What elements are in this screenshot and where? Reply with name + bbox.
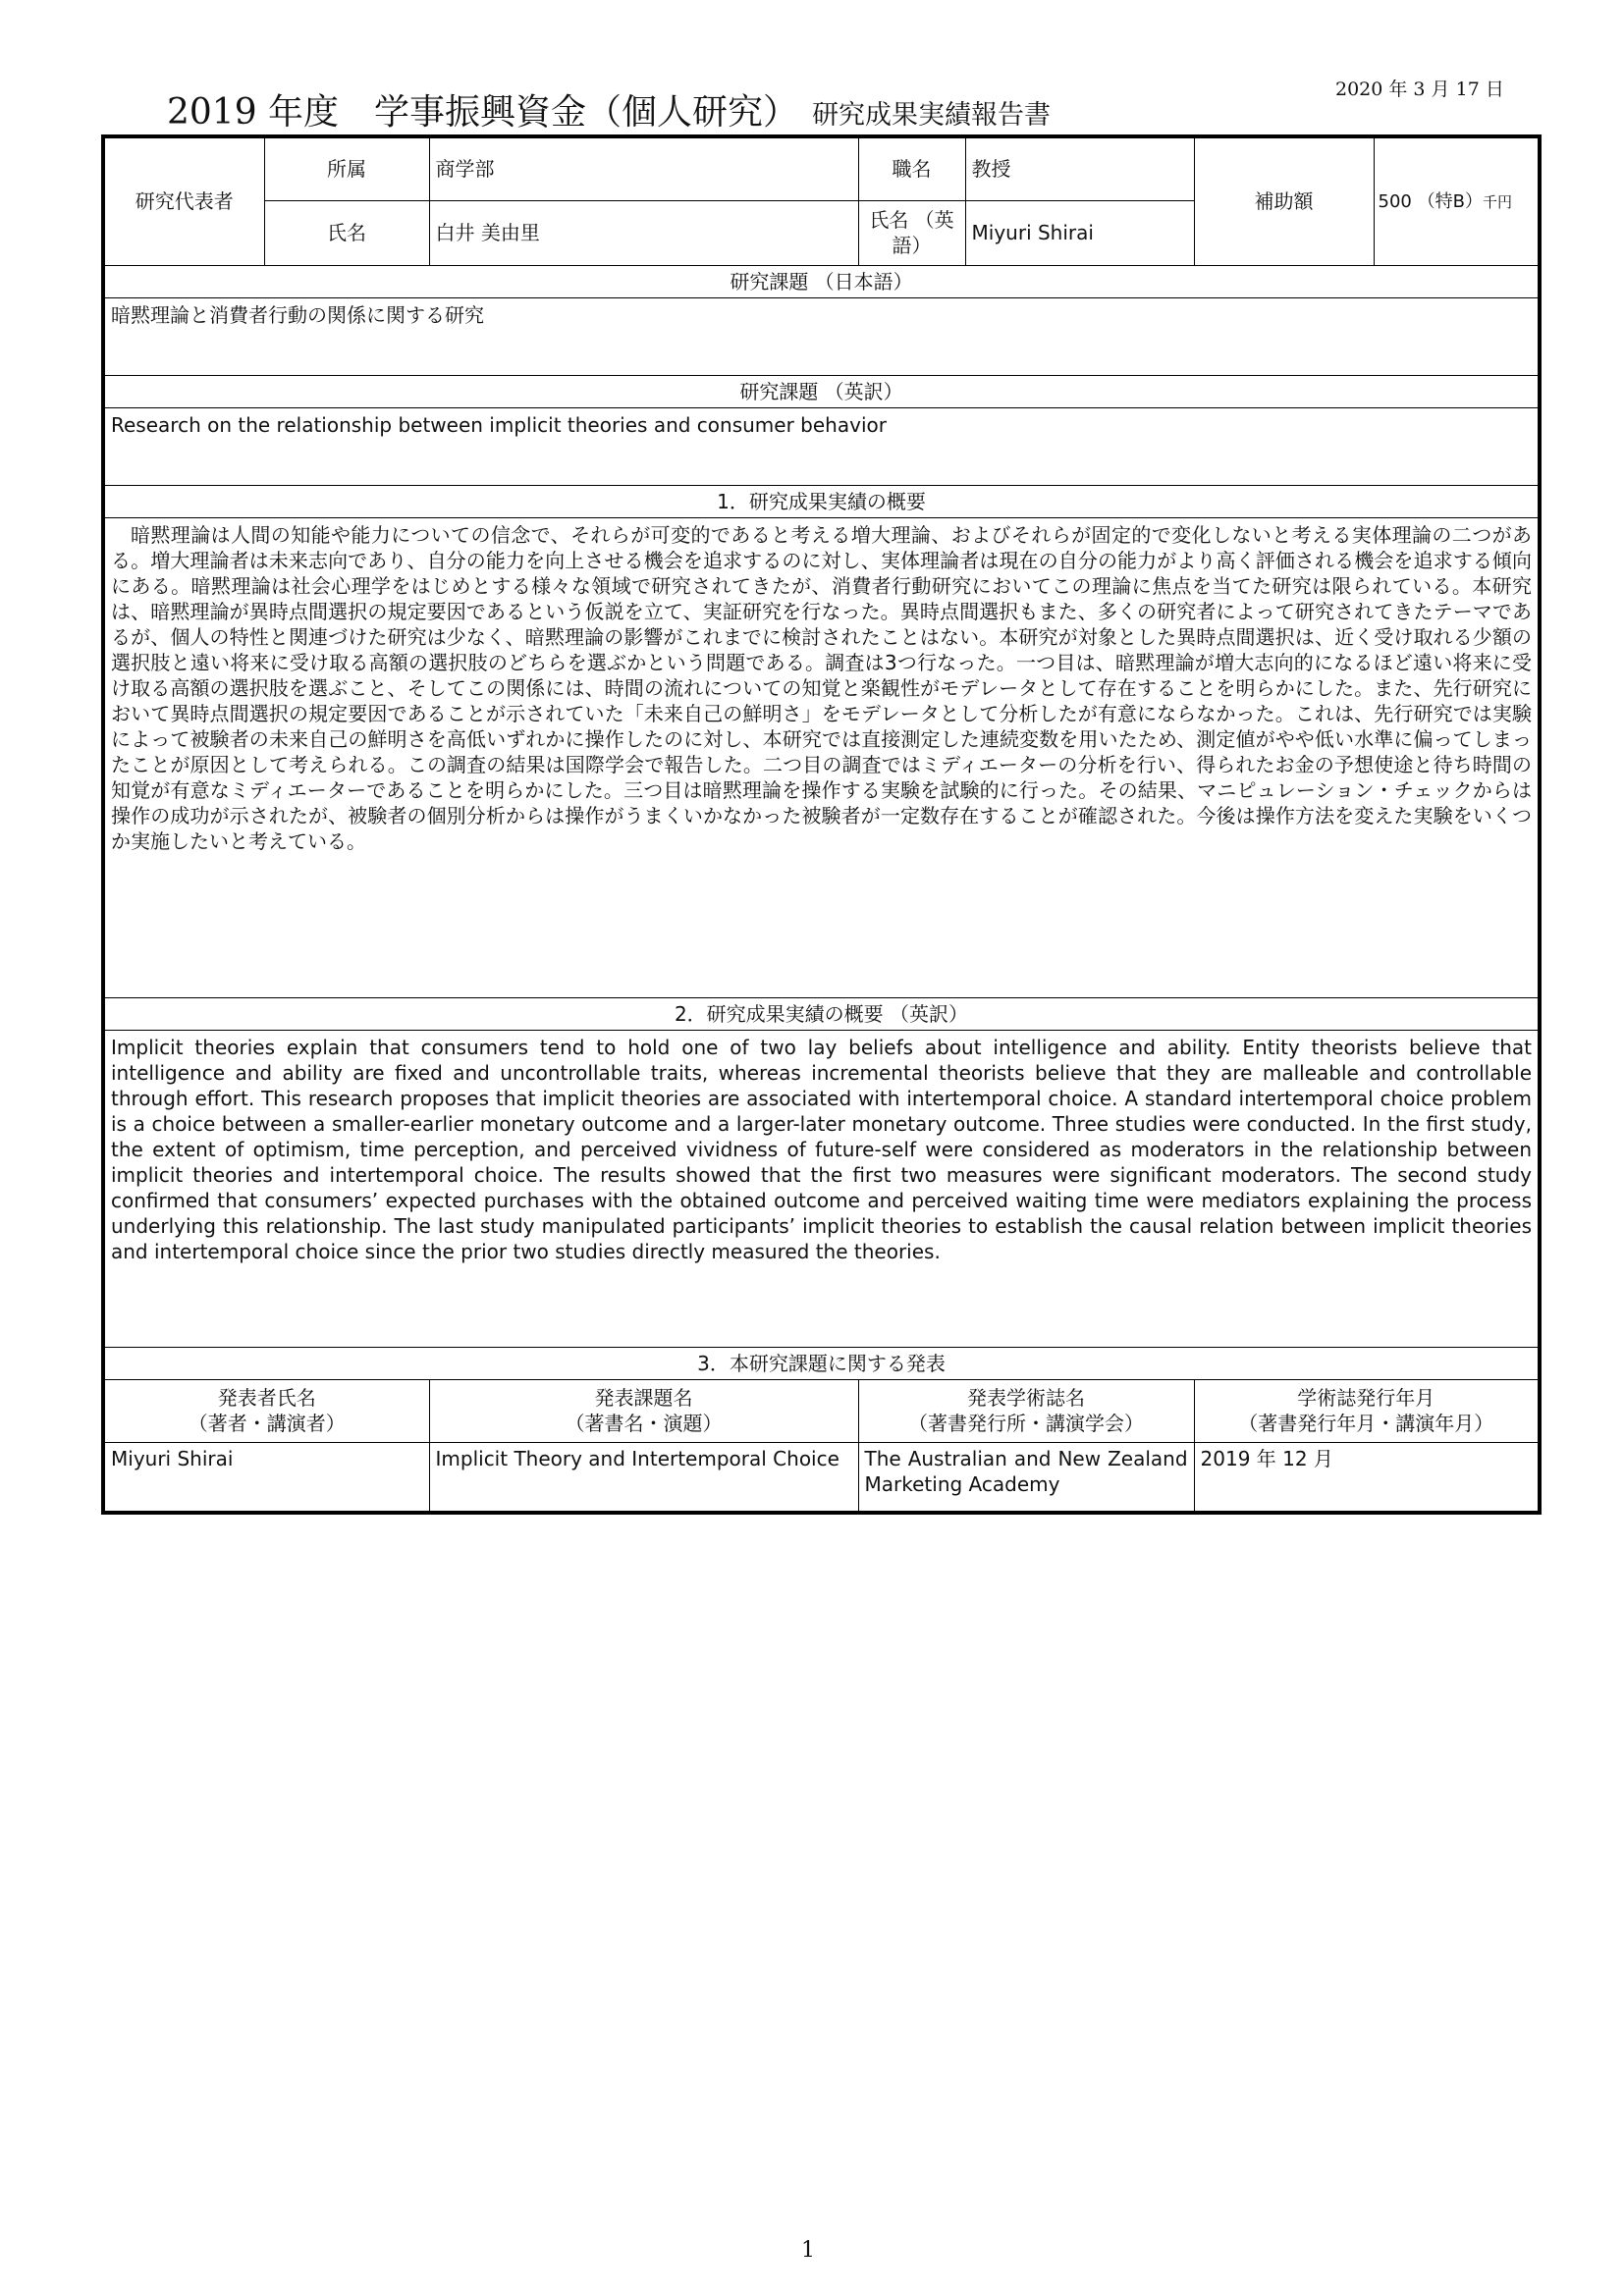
name-en-value: Miyuri Shirai — [965, 200, 1194, 265]
summary-en-heading: 2．研究成果実績の概要 （英訳） — [103, 997, 1540, 1030]
position-label: 職名 — [858, 136, 965, 200]
grant-label: 補助額 — [1194, 136, 1374, 265]
col-header-date — [1194, 1379, 1540, 1442]
col-header-presenter-line1: 発表者氏名 — [217, 1386, 316, 1410]
grant-cell — [1374, 136, 1540, 265]
col-header-title-line2: （著書名・演題） — [565, 1412, 723, 1435]
publication-date: 2019 年 12 月 — [1194, 1442, 1540, 1513]
publication-title: Implicit Theory and Intertemporal Choice — [429, 1442, 858, 1513]
col-header-venue — [858, 1379, 1194, 1442]
publication-presenter: Miyuri Shirai — [103, 1442, 429, 1513]
col-header-presenter-line2: （著者・講演者） — [188, 1412, 346, 1435]
publication-venue: The Australian and New Zealand Marketing Academy — [858, 1442, 1194, 1513]
title-main: 2019 年度 学事振興資金（個人研究） — [167, 92, 799, 133]
publications-heading: 3．本研究課題に関する発表 — [103, 1347, 1540, 1379]
col-header-presenter — [103, 1379, 429, 1442]
name-label: 氏名 — [264, 200, 429, 265]
topic-en-value: Research on the relationship between implicit theories and consumer behavior — [103, 407, 1540, 485]
col-header-venue-line1: 発表学術誌名 — [967, 1386, 1086, 1410]
topic-en-heading: 研究課題 （英訳） — [103, 375, 1540, 407]
topic-ja-value: 暗黙理論と消費者行動の関係に関する研究 — [103, 297, 1540, 375]
summary-ja-heading: 1．研究成果実績の概要 — [103, 485, 1540, 517]
name-value: 白井 美由里 — [429, 200, 858, 265]
page-title — [167, 84, 1051, 134]
report-date: 2020 年 3 月 17 日 — [1335, 79, 1504, 100]
col-header-date-line1: 学術誌発行年月 — [1297, 1386, 1435, 1410]
title-sub: 研究成果実績報告書 — [812, 100, 1052, 131]
summary-ja-cell — [103, 517, 1540, 997]
position-value: 教授 — [965, 136, 1194, 200]
col-header-date-line2: （著書発行年月・講演年月） — [1238, 1412, 1494, 1435]
summary-en-text: Implicit theories explain that consumers tend to hold one of two lay beliefs about intelligence and ability. Entity theorists believe that intelligence and ability are fixed and uncontrollable traits, whereas incremental theorists believe that they are malleable and controllable through effort. This research proposes that implicit theories are associated with intertemporal choice. A standard intertemporal choice problem is a choice between a smaller-earlier monetary outcome and a larger-later monetary outcome. Three studies were conducted. In the first study, the extent of optimism, time perception, and perceived vividness of future-self were considered as moderators in the relationship between implicit theories and intertemporal choice. The results showed that the first two measures were significant moderators. The second study confirmed that consumers’ expected purchases with the obtained outcome and perceived waiting time were mediators explaining the process underlying this relationship. The last study manipulated participants’ implicit theories to establish the causal relation between implicit theories and intertemporal choice since the prior two studies directly measured the theories. — [103, 1030, 1540, 1347]
col-header-title — [429, 1379, 858, 1442]
name-en-label: 氏名 （英語） — [858, 200, 965, 265]
representative-label: 研究代表者 — [103, 136, 264, 265]
grant-value: 500 （特B） — [1378, 190, 1483, 212]
grant-unit: 千円 — [1482, 192, 1512, 211]
topic-ja-heading: 研究課題 （日本語） — [103, 265, 1540, 297]
col-header-venue-line2: （著書発行所・講演学会） — [908, 1412, 1145, 1435]
affiliation-label: 所属 — [264, 136, 429, 200]
table-row — [103, 1442, 1540, 1513]
page-number: 1 — [801, 2238, 815, 2263]
report-table — [101, 134, 1542, 1515]
col-header-title-line1: 発表課題名 — [594, 1386, 693, 1410]
summary-ja-text: 暗黙理論は人間の知能や能力についての信念で、それらが可変的であると考える増大理論、およびそれらが固定的で変化しないと考える実体理論の二つがある。増大理論者は未来志向であり、自分の能力を向上させる機会を追求するのに対し、実体理論者は現在の自分の能力がより高く評価される機会を追求する傾向にある。暗黙理論は社会心理学をはじめとする様々な領域で研究されてきたが、消費者行動研究においてこの理論に焦点を当てた研究は限られている。本研究は、暗黙理論が異時点間選択の規定要因であるという仮説を立て、実証研究を行なった。異時点間選択もまた、多くの研究者によって研究されてきたテーマであるが、個人の特性と関連づけた研究は少なく、暗黙理論の影響がこれまでに検討されたことはない。本研究が対象とした異時点間選択は、近く受け取れる少額の選択肢と遠い将来に受け取る高額の選択肢のどちらを選ぶかという問題である。調査は3つ行なった。一つ目は、暗黙理論が増大志向的になるほど遠い将来に受け取る高額の選択肢を選ぶこと、そしてこの関係には、時間の流れについての知覚と楽観性がモデレータとして存在することを明らかにした。また、先行研究において異時点間選択の規定要因であることが示されていた「未来自己の鮮明さ」をモデレータとして分析したが有意にならなかった。これは、先行研究では実験によって被験者の未来自己の鮮明さを高低いずれかに操作したのに対し、本研究では直接測定した連続変数を用いたため、測定値がやや低い水準に偏ってしまったことが原因として考えられる。この調査の結果は国際学会で報告した。二つ目の調査ではミディエーターの分析を行い、得られたお金の予想使途と待ち時間の知覚が有意なミディエーターであることを明らかにした。三つ目は暗黙理論を操作する実験を試験的に行った。その結果、マニピュレーション・チェックからは操作の成功が示されたが、被験者の個別分析からは操作がうまくいかなかった被験者が一定数存在することが確認された。今後は操作方法を変えた実験をいくつか実施したいと考えている。 — [111, 522, 1533, 853]
affiliation-value: 商学部 — [429, 136, 858, 200]
